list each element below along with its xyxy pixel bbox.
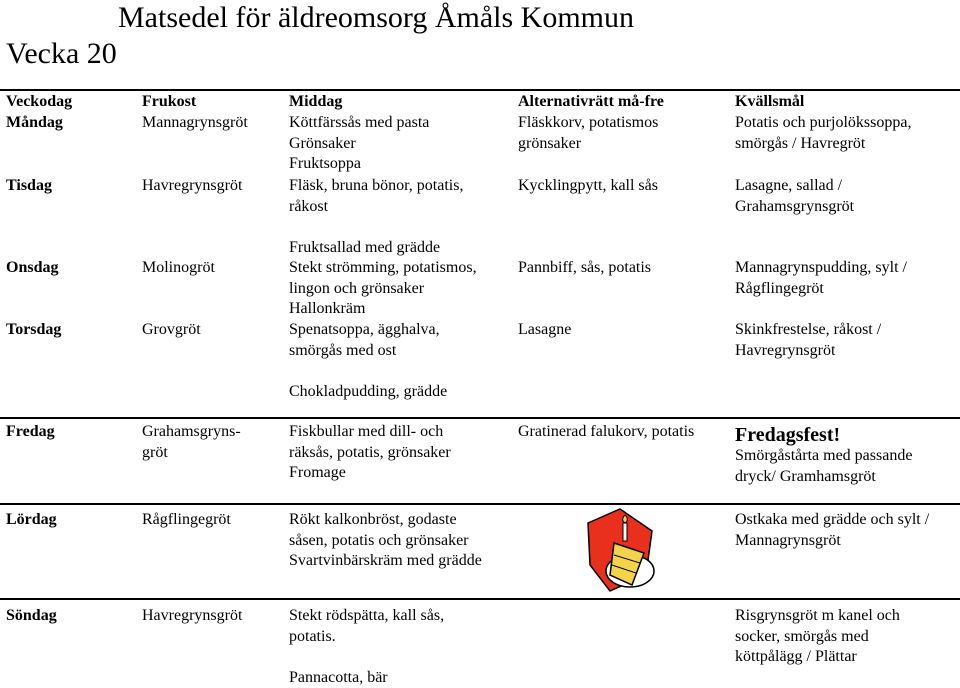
cake-slice-icon — [580, 505, 662, 597]
row-divider — [0, 503, 960, 505]
breakfast-cell: Mannagrynsgröt — [142, 114, 248, 131]
row-divider — [0, 598, 960, 600]
day-cell: Torsdag — [6, 321, 62, 338]
table-top-border — [0, 89, 960, 91]
evening-cell: Lasagne, sallad / Grahamsgrynsgröt — [735, 177, 855, 215]
breakfast-cell: Grahamsgryns- gröt — [142, 423, 241, 461]
header-day: Veckodag — [6, 93, 73, 110]
lunch-cell: Köttfärssås med pasta Grönsaker Fruktsoppa — [289, 114, 430, 172]
header-breakfast: Frukost — [142, 93, 197, 110]
fredagsfest-heading: Fredagsfest! — [735, 424, 841, 446]
day-cell: Tisdag — [6, 177, 52, 194]
alternative-cell: Gratinerad falukorv, potatis — [518, 423, 695, 440]
header-lunch: Middag — [289, 93, 343, 110]
breakfast-cell: Havregrynsgröt — [142, 607, 243, 624]
breakfast-cell: Grovgröt — [142, 321, 201, 338]
alternative-cell: Fläskkorv, potatismos grönsaker — [518, 114, 659, 152]
evening-cell: Skinkfrestelse, råkost / Havregrynsgröt — [735, 321, 882, 359]
evening-cell: Mannagrynspudding, sylt / Rågflingegröt — [735, 259, 907, 297]
breakfast-cell: Molinogröt — [142, 259, 215, 276]
day-cell: Måndag — [6, 114, 63, 131]
lunch-cell: Fläsk, bruna bönor, potatis, råkost Fruktsallad med grädde — [289, 177, 464, 256]
alternative-cell: Lasagne — [518, 321, 572, 338]
row-divider — [0, 417, 960, 419]
cake-clipart — [580, 505, 662, 597]
day-cell: Lördag — [6, 511, 57, 528]
day-cell: Fredag — [6, 423, 55, 440]
alternative-cell: Kycklingpytt, kall sås — [518, 177, 658, 194]
header-alternative: Alternativrätt må-fre — [518, 93, 664, 110]
breakfast-cell: Havregrynsgröt — [142, 177, 243, 194]
lunch-cell: Stekt rödspätta, kall sås, potatis. Pannacotta, bär — [289, 607, 445, 686]
page-title: Matsedel för äldreomsorg Åmåls Kommun — [118, 1, 635, 34]
evening-cell: Ostkaka med grädde och sylt / Mannagrynsgröt — [735, 511, 930, 549]
evening-cell: Fredagsfest! Smörgåstårta med passande dryck/ Gramhamsgröt — [735, 424, 913, 485]
alternative-cell: Pannbiff, sås, potatis — [518, 259, 652, 276]
evening-cell: Risgrynsgröt m kanel och socker, smörgås med köttpålägg / Plättar — [735, 607, 900, 665]
header-evening: Kvällsmål — [735, 93, 805, 110]
evening-cell: Potatis och purjolökssoppa, smörgås / Havregröt — [735, 114, 912, 152]
breakfast-cell: Rågflingegröt — [142, 511, 231, 528]
lunch-cell: Rökt kalkonbröst, godaste såsen, potatis och grönsaker Svartvinbärskräm med grädde — [289, 511, 482, 569]
day-cell: Onsdag — [6, 259, 59, 276]
lunch-cell: Stekt strömming, potatismos, lingon och grönsaker Hallonkräm — [289, 259, 477, 317]
day-cell: Söndag — [6, 607, 57, 624]
lunch-cell: Spenatsoppa, ägghalva, smörgås med ost Chokladpudding, grädde — [289, 321, 448, 400]
lunch-cell: Fiskbullar med dill- och räksås, potatis, grönsaker Fromage — [289, 423, 451, 481]
week-label: Vecka 20 — [6, 37, 117, 70]
